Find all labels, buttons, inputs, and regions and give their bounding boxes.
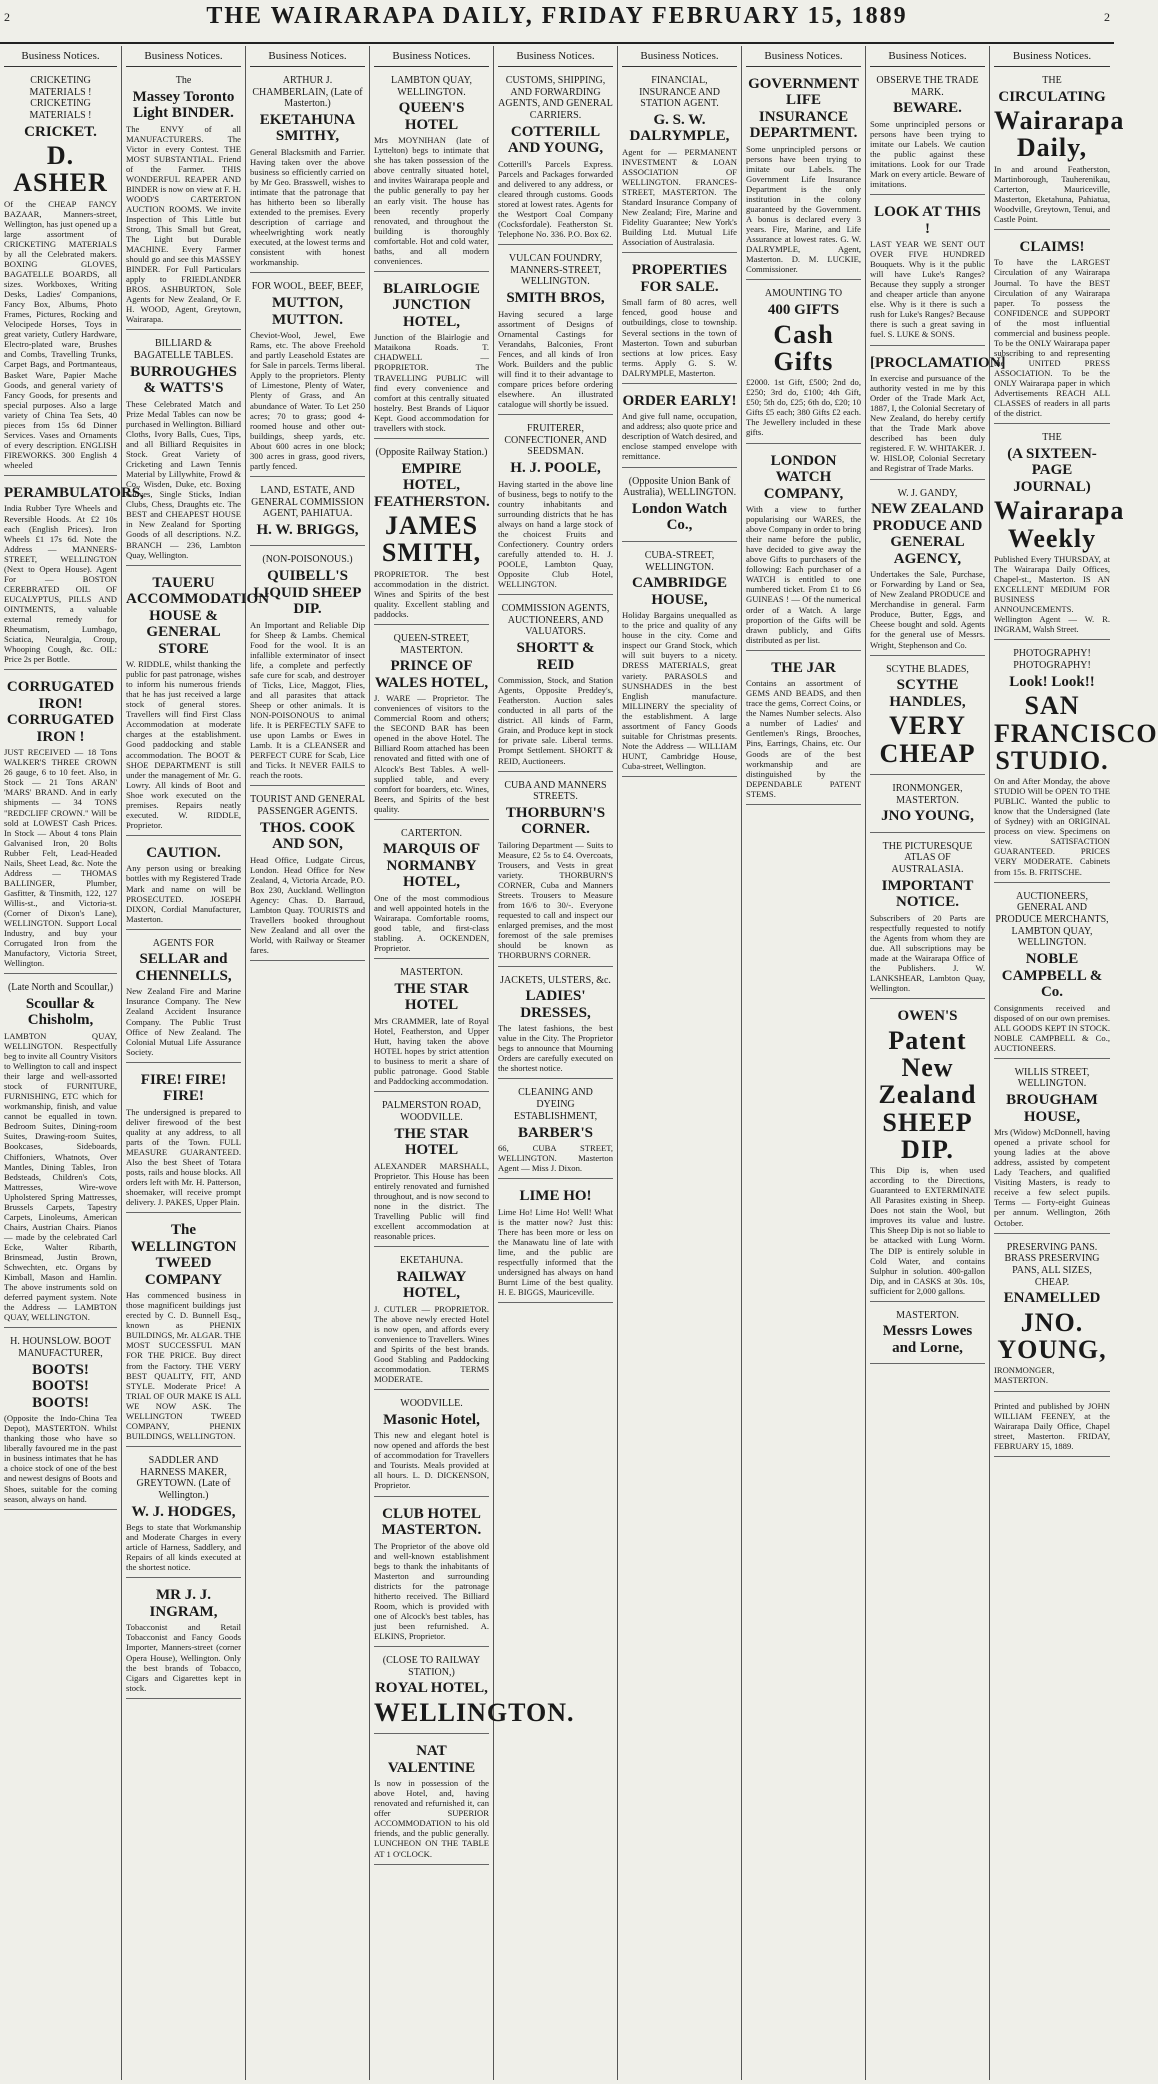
ad-subheading: CARTERTON. [400,827,463,839]
ad-subheading: ARTHUR J. CHAMBERLAIN, (Late of Masterton.) [252,74,363,110]
ad-body-text: J. CUTLER — PROPRIETOR. The above newly erected Hotel is now open, and affords every convenience to Travellers. Wines and Spirits of the best brands. Good Stabling and Paddocking accommodation. TERMS MODERATE. [374,1303,489,1385]
advertisement [374,823,489,959]
ad-body-text: Is now in possession of the above Hotel, and, having renovated and refurnished it, can offer SUPERIOR ACCOMMODATION to his old friends, and the public generally. LUNCHEON ON THE TABLE AT 1 O'CLOCK. [374,1778,489,1859]
masthead [0,0,1114,46]
ad-body-text: And give full name, occupation, and address; also quote price and description of Watch desired, and enclose stamped envelope with remittance. [622,411,737,462]
ad-body-text: Cheviot-Wool, Jewel, Ewe Rams, etc. The above Freehold and partly Leasehold Estates are for Sale in parcels. Terms liberal. Apply to the proprietors. Plenty of Limestone, Plenty of Water, Plenty of Grass, and An abundance of Water. To Let 250 acres; 70 to grass; good 4-roomed house and other out-buildings, sheep yards, etc. About 600 acres in one block; 300 acres in grass, good rivers, partly fenced. [250,330,365,471]
advertisement [498,418,613,595]
ad-body-text: Lime Ho! Lime Ho! Well! What is the matter now? Just this: There has been more or less on the Manawatu line of late with lime, and the public are respectfully informed that the undersigned has always on hand Burnt Lime of the best quality. H. E. BIGGS, Mauriceville. [498,1206,613,1298]
advertisement [374,275,489,439]
advertisement [994,1395,1110,1457]
column-3 [246,46,370,2080]
ad-body-text: The latest fashions, the best value in the City. The Proprietor begs to announce that Mourning Orders are carefully executed on the shortest notice. [498,1023,613,1074]
advertisement [126,1216,241,1447]
column-8 [866,46,1006,2080]
ad-body-text: Published Every THURSDAY, at The Wairarapa Daily Offices, Chapel-st., Masterton. IS AN EXCELLENT MEDIUM FOR BUSINESS ANNOUNCEMENTS. Wellington Agent — W. R. INGRAM, Walsh Street. [994,553,1110,635]
ad-body-text: To have the LARGEST Circulation of any Wairarapa Journal. To have the BEST Circulation of any Wairarapa paper. To possess the CONFIDENCE and SUPPORT of the most influential commercial and business people. To be the ONLY Wairarapa paper subscribing to and representing the UNITED PRESS ASSOCIATION. To be the ONLY Wairarapa paper in which Advertisements REACH ALL CLASSES of readers in all parts of the district. [994,257,1110,419]
ad-headline: LIME HO! [519,1188,592,1205]
ad-headline: IMPORTANT NOTICE. [881,877,974,911]
ad-body-text: New Zealand Fire and Marine Insurance Company. The New Zealand Accident Insurance Company. The Public Trust Office of New Zealand. The Colonial Mutual Life Assurance Society. [126,986,241,1057]
ad-subheading: THE PICTURESQUE ATLAS OF AUSTRALASIA. [882,840,973,876]
advertisement [250,70,365,274]
ad-body-text: Has commenced business in those magnificent buildings just erected by C. D. Bunnell Esq., known as PHENIX BUILDINGS, Mr. ALGAR. THE MOST SUCCESSFUL MAN FOR THE PRICE. Buy direct from the Factory. THE VERY BEST QUALITY, FIT, AND STYLE. Moderate Price! A TRIAL OF OUR MAKE IS ALL WE NOW ASK. The WELLINGTON TWEED COMPANY, PHENIX BUILDINGS, WELLINGTON. [126,1290,241,1441]
ad-headline: NAT VALENTINE [387,1743,476,1776]
advertisement [374,70,489,272]
ad-subheading: EKETAHUNA. [399,1255,464,1266]
advertisement [374,962,489,1092]
advertisement [498,1182,613,1303]
column-6 [618,46,742,2080]
ad-subheading: The [175,74,192,86]
column-heading: Business Notices. [498,46,613,67]
ad-headline: BARBER'S [517,1124,594,1141]
ad-headline: NOBLE CAMPBELL & Co. [1001,951,1103,1000]
advertisement [498,775,613,967]
ad-body-text: W. RIDDLE, whilst thanking the public for past patronage, wishes to inform his numerous friends that he has just received a large stock of general stores. Travellers will find First Class Accommodation at moderate charges at the establishment. Good paddocking and stable accommodation. The BOOT & SHOE DEPARTMENT is still under the management of Mr. G. Lowry. All kinds of Boot and Shoe work executed on the premises. Repairs neatly executed. W. RIDDLE, Proprietor. [126,659,241,830]
ad-headline: TAUERU ACCOMMODATION HOUSE & GENERAL STORE [126,574,270,657]
ad-body-text: 66, CUBA STREET, WELLINGTON. Masterton Agent — Miss J. Dixon. [498,1143,613,1174]
advertisement [870,659,985,775]
ad-headline: MARQUIS OF NORMANBY HOTEL, [382,841,481,891]
ad-body-text: An Important and Reliable Dip for Sheep & Lambs. Chemical Food for the wool. It is an infallible exterminator of insect life, a complete and perfectly safe cure for scab, and destroyer of Ticks, Lice, Maggot, Flies, and all parasites that attack Sheep or other animals. It is NON-POISONOUS to animal life. It is PERFECTLY SAFE to use upon Lambs or Ewes in Lamb. It is a CLEANSER and PERFECT CURE for Scab, Lice and Ticks. It NEVER FAILS to reach the roots. [250,619,365,781]
ad-subheading: THE [1042,432,1062,444]
advertisement [870,483,985,656]
ad-body-text: The ENVY of all MANUFACTURERS. The Victor in every Contest. THE MOST SUBSTANTIAL. Friend of the Farmer. THIS WONDERFUL REAPER AND BINDER is now on view at F. H. WOOD'S CARTERTON AUCTION ROOMS. We invite Inspection of This Little but Strong, This Small but Great, The Light but Durable MACHINE. Every Farmer should go and see this MASSEY BINDER. For Full Particulars apply to FRIEDLANDER BROS. ASHBURTON, Sole Agents for New Zealand, Or F. H. WOOD, Agent, Greytown, Wairarapa. [126,123,241,325]
ad-headline: [PROCLAMATION] [870,354,1006,371]
ad-subheading: JACKETS, ULSTERS, &c. [500,974,611,986]
column-7 [742,46,866,2080]
ad-headline: THE JAR [771,659,836,676]
ad-headline: BROUGHAM HOUSE, [1006,1092,1098,1125]
ad-body-text: Commission, Stock, and Station Agents, Opposite Preddey's, Featherston. Auction sales conducted in all parts of the district. All kinds of Farm, Grain, and Produce kept in stock for private sale. Liberal terms. Prompt Settlement. SHORTT & REID, Auctioneers. [498,675,613,766]
advertisement [870,1002,985,1302]
ad-headline: JNO YOUNG, [881,808,974,825]
advertisement [126,839,241,930]
ad-body-text: Agent for — PERMANENT INVESTMENT & LOAN ASSOCIATION OF WELLINGTON. FRANCES-STREET, MASTERTON. The Standard Insurance Company of New Zealand; Fire, Marine and Fidelity Guarantee; New York's Building Ltd. Mutual Life Association of Australasia. [622,146,737,248]
ad-headline: PRINCE OF WALES HOTEL, [374,658,489,691]
ad-display-title: SAN FRANCISCO STUDIO. [994,691,1158,775]
advertisement [622,545,737,777]
ad-subheading: (CLOSE TO RAILWAY STATION,) [382,1655,481,1678]
ad-subheading: CLEANING AND DYEING ESTABLISHMENT, [513,1087,598,1122]
advertisement [374,1650,575,1734]
advertisement [622,471,737,542]
ad-subheading: FINANCIAL, INSURANCE AND STATION AGENT. [639,74,720,110]
column-heading: Business Notices. [4,46,117,67]
ad-body-text: Begs to state that Workmanship and Moderate Charges in every article of Harness, Saddlery, and Repairs of all kinds executed at the shortest notice. [126,1522,241,1573]
ad-subheading: (Late North and Scoullar,) [7,982,114,994]
ad-headline: QUEEN'S HOTEL [398,100,465,133]
advertisement [870,70,985,195]
advertisement [374,1393,489,1496]
ad-headline: THE STAR HOTEL [394,1125,469,1159]
ad-body-text: ALEXANDER MARSHALL, Proprietor. This House has been entirely renovated and furnished throughout, and is now second to none in the district. The Travelling Public will find excellent accommodation at reasonable prices. [374,1160,489,1241]
ad-headline: LADIES' DRESSES, [520,988,591,1021]
ad-headline: Look! Look!! [1009,673,1095,690]
ad-headline: CORRUGATED IRON! CORRUGATED IRON ! [6,679,115,745]
ad-subheading: PRESERVING PANS. BRASS PRESERVING PANS, ALL SIZES, CHEAP. [1004,1241,1100,1288]
ad-headline: THE STAR HOTEL [394,980,469,1014]
column-heading: Business Notices. [994,46,1110,67]
advertisement [746,447,861,651]
ad-subheading: MASTERTON. [896,1309,959,1321]
advertisement [126,933,241,1063]
ad-body-text: Some unprincipled persons or persons have been trying to imitate our Labels. The Government Life Insurance Department is the only institution in the colony guaranteed by the Government. A bonus is declared every 3 years. Fire, Marine, and Life Assurance at lowest rates. G. W. DALRYMPLE, Agent, Masterton. D. M. LUCKIE, Commissioner. [746,143,861,275]
ad-subheading: MASTERTON. [400,967,463,979]
advertisement [994,233,1110,424]
ad-headline: PERAMBULATORS, [4,484,144,501]
ad-subheading: THE [1042,74,1062,86]
advertisement [4,977,117,1328]
advertisement [746,654,861,805]
advertisement [4,673,117,974]
ad-body-text: £2000. 1st Gift, £500; 2nd do, £250; 3rd do, £100; 4th Gift, £50; 5th do, £25; 6th do, £20; 10 Gifts £5 each; 380 Gifts £2 each. The Jewellery included in these gifts. [746,377,861,438]
ad-body-text: Tailoring Department — Suits to Measure, £2 5s to £4. Overcoats, Trousers, and Vests in great variety. THORBURN'S CORNER, Cuba and Manners Streets. Trousers to Measure from 16/6 to 30/-. Everyone requested to call and inspect our enlarged premises, and the most foremost of the sale premises should be known as THORBURN'S CORNER. [498,839,613,961]
ad-subheading: (NON-POISONOUS.) [262,554,353,566]
ad-subheading: PHOTOGRAPHY! PHOTOGRAPHY! [1013,648,1091,672]
ad-body-text: Small farm of 80 acres, well fenced, good house and outbuildings, close to township. Several sections in the town of Masterton. Town and suburban sections at low prices. Easy terms. Apply G. S. W. DALRYMPLE, Masterton. [622,297,737,378]
ad-body-text: Head Office, Ludgate Circus, London. Head Office for New Zealand, 4, Victoria Arcade, P.O. Box 230, Auckland. Wellington Agency: Chas. D. Barraud, Lambton Quay. TOURISTS and Travellers booked throughout New Zealand and all over the World, with Railway or Steamer fares. [250,854,365,956]
ad-subheading: TOURIST AND GENERAL PASSENGER AGENTS. [250,794,365,818]
advertisement [126,1450,241,1578]
advertisement [994,70,1125,230]
column-heading: Business Notices. [126,46,241,67]
ad-body-text: LAMBTON QUAY, WELLINGTON. Respectfully beg to invite all Country Visitors to Wellington to call and inspect their large and well-assorted stock of FURNITURE, FURNISHING, ETC which for workmanship, finish, and value cannot be equalled in town. Bedroom Suites, Dining-room Suites, Drawing-room Suites, Bookcases, Sideboards, Chiffoniers, Whatnots, Over Mantles, Dining Tables, Iron Bedsteads, Children's Cots, Mattresses, Wire-wove Upholstered Spring Mattresses, Brussels Carpets, Tapestry Carpets, Linoleums, American Chairs, Austrian Chairs. Pianos — made by the celebrated Carl Ecke, Walter Ribarth, Brinsmead, Justin Brown, Schwechten, etc. Organs by Kimball, Mason and Hamlin. The above instruments sold on deferred payment system. Note the Address — LAMBTON QUAY, WELLINGTON. [4,1030,117,1323]
page-number-right: 2 [1104,10,1110,24]
advertisement [4,479,144,670]
ad-headline: H. J. POOLE, [510,460,601,477]
advertisement [374,442,489,625]
column-9 [990,46,1158,2080]
ad-headline: SMITH BROS, [506,290,605,307]
ad-body-text: Cotterill's Parcels Express. Parcels and Packages forwarded and delivered to any address, or cleared through customs. Goods stored at lowest rates. Agents for the Westport Coal Company (Cocksfordale). Featherston St. Telephone No. 336. P.O. Box 62. [498,158,613,239]
ad-display-title: JAMES SMITH, [381,511,482,568]
advertisement [746,70,861,281]
column-5 [494,46,618,2080]
column-heading: Business Notices. [374,46,489,67]
ad-headline: LOOK AT THIS ! [874,204,981,237]
ad-subheading: AUCTIONEERS, GENERAL AND PRODUCE MERCHANTS, LAMBTON QUAY, WELLINGTON. [995,890,1109,949]
ad-subheading: W. J. GANDY, [897,487,958,499]
advertisement [994,427,1125,640]
advertisement [870,198,985,345]
ad-body-text: Some unprincipled persons or persons have been trying to imitate our Labels. We caution the public against these imitations. Look for our Trade Mark on every article. Beware of imitations. [870,118,985,190]
ad-headline: Messrs Lowes and Lorne, [882,1323,973,1356]
advertisement [250,480,365,547]
ad-subheading: WOODVILLE. [400,1398,463,1410]
ad-body-text: Printed and published by JOHN WILLIAM FEENEY, at the Wairarapa Daily Office, Chapel street, Masterton. FRIDAY, FEBRUARY 15, 1889. [994,1400,1110,1451]
advertisement [498,598,613,771]
advertisement [994,643,1158,882]
ad-body-text: On and After Monday, the above STUDIO Will be OPEN TO THE PUBLIC. Wanted the public to know that the Undersigned (late of Sydney) with an ORIGINAL process on view. Specimens on view. SATISFACTION GUARANTEED. PRICES VERY MODERATE. Cabinets from 15s. B. FRITSCHE. [994,776,1110,877]
ad-headline: W. J. HODGES, [131,1503,236,1520]
ad-body-text: Any person using or breaking bottles with my Registered Trade Mark and name on will be PROSECUTED. JOSEPH DIXON, Cordial Manufacturer, Masterton. [126,863,241,924]
advertisement [498,248,613,415]
ad-headline: OWEN'S [897,1008,958,1025]
ad-subheading: BILLIARD & BAGATELLE TABLES. [133,338,234,362]
advertisement [250,789,365,961]
ad-headline: 400 GIFTS [767,302,840,319]
ad-headline: CAMBRIDGE HOUSE, [631,575,727,608]
ad-body-text: General Blacksmith and Farrier. Having taken over the above business so efficiently carried on by Mr Geo. Brasswell, wishes to intimate that the patronage that has hitherto been so liberally extended to the premises. Every description of carriage and wheelwrighting work neatly executed, at the lowest terms and consistent with honest workmanship. [250,146,365,268]
ad-body-text: These Celebrated Match and Prize Medal Tables can now be purchased in Wellington. Billiard Cloths, Ivory Balls, Cues, Tips, and all Billiard Requisites in Stock. Great Variety of Cricketing and Lawn Tennis Material by Lillywhite, Frowd & Co., Wisden, Duke, etc. Boxing Gloves, Single Sticks, Indian Clubs, Chess, Draughts etc. The BEST and CHEAPEST HOUSE in New Zealand for Sporting Goods of all descriptions. N.Z. BRANCH — 236, Lambton Quay, Wellington. [126,398,241,560]
ad-subheading: SCYTHE BLADES, [886,663,969,675]
ad-display-title: Cash Gifts [773,319,834,376]
ad-subheading: FOR WOOL, BEEF, BEEF, [251,281,364,293]
advertisement [870,349,1006,480]
ad-headline: COTTERILL AND YOUNG, [507,123,604,157]
advertisement [250,549,365,786]
ad-headline: THORBURN'S CORNER. [505,804,606,838]
ad-headline: BEWARE. [893,100,962,117]
advertisement [994,1237,1110,1392]
ad-body-text: Having secured a large assortment of Designs of Ornamental Castings for Verandahs, Balconies, Front Fences, and all kinds of Iron Work. Builders and the public will find it to their advantage to compare prices before ordering elsewhere. An illustrated catalogue will shortly be issued. [498,308,613,409]
ad-headline: EMPIRE HOTEL, FEATHERSTON. [374,460,490,510]
ad-body-text: With a view to further popularising our WARES, the above Company in order to bring their name before the public, have decided to give away the above Gifts to purchasers of the following: Each purchaser of a WATCH is entitled to one numbered ticket. From £1 to £6 GUINEAS ! — Of the numerical order of a Watch. A large proportion of the Gifts will be drawn publicly, and Gifts distributed as per list. [746,504,861,645]
advertisement [126,1581,241,1698]
ad-subheading: SADDLER AND HARNESS MAKER, GREYTOWN. (Late of Wellington.) [136,1454,231,1501]
ad-headline: RAILWAY HOTEL, [396,1268,467,1302]
ad-headline: QUIBELL'S LIQUID SHEEP DIP. [253,568,362,618]
ad-headline: FIRE! FIRE! FIRE! [140,1071,227,1105]
ad-headline: ENAMELLED [1003,1290,1101,1307]
advertisement [126,569,270,836]
advertisement [498,70,613,245]
ad-headline: MUTTON, MUTTON. [272,295,343,328]
column-heading: Business Notices. [746,46,861,67]
advertisement [250,276,365,476]
advertisement [4,1331,117,1509]
ad-display-title: Wairarapa Daily, [994,106,1125,163]
advertisement [498,970,613,1080]
ad-headline: SCYTHE HANDLES, [889,677,966,710]
ad-body-text: Junction of the Blairlogie and Mataikona Roads. T. CHADWELL — PROPRIETOR. The TRAVELLING PUBLIC will find every convenience and comfort at this centrally situated hostelry. Best Brands of Liquor Kept. Good accommodation for travellers with stock. [374,332,489,433]
ad-body-text: PROPRIETOR. The best accommodation in the district. Wines and Spirits of the best quality. Excellent stabling and paddocks. [374,568,489,619]
ad-subheading: CUBA AND MANNERS STREETS. [504,779,607,803]
advertisement [126,333,241,565]
ad-subheading: CRICKETING MATERIALS ! CRICKETING MATERIALS ! [29,74,92,121]
ad-body-text: Contains an assortment of GEMS AND BEADS, and then trace the gems, Correct Coins, or the Names Number selects. Also a number of Ladies' and Gentlemen's Rings, Brooches, Pins, Earrings, Chains, etc. Our Goods are of the best workmanship and are distinguished by the DEPENDABLE PATENT STEMS. [746,678,861,799]
ad-headline: CLUB HOTEL MASTERTON. [381,1505,482,1539]
advertisement [622,70,737,254]
ad-body-text: (Opposite the Indo-China Tea Depot), MASTERTON. Whilst thanking those who have so liberally favoured me in the past in business intimates that he has a choice stock of one of the best and newest designs of Boots and Shoes, suitable for the coming season, always on hand. [4,1413,117,1504]
ad-body-text: Having started in the above line of business, begs to notify to the country inhabitants and surrounding districts that he has always on hand a large stock of the choicest Fruits and Confectionery. Country orders carefully attended to. H. J. POOLE, Lambton Quay, Opposite Club Hotel, WELLINGTON. [498,478,613,590]
ad-body-text: One of the most commodious and well appointed hotels in the Wairarapa. Comfortable rooms, good table, and first-class stabling. A. OCKENDEN, Proprietor. [374,892,489,954]
advertisement [374,1737,489,1864]
ad-headline: ORDER EARLY! [622,392,737,409]
advertisement [870,778,985,833]
column-2 [122,46,270,2080]
ad-headline: CIRCULATING [998,88,1106,105]
ad-headline: ROYAL HOTEL, [375,1680,488,1697]
ad-headline: PROPERTIES FOR SALE. [631,262,728,295]
ad-headline: LONDON WATCH COMPANY, [763,452,844,502]
ad-headline: Scoullar & Chisholm, [25,995,96,1029]
advertisement [870,1305,985,1365]
ad-display-title: JNO. YOUNG, [997,1307,1107,1365]
ad-subheading: CUSTOMS, SHIPPING, AND FORWARDING AGENTS, AND GENERAL CARRIERS. [498,74,613,121]
ad-headline: BOOTS! BOOTS! BOOTS! [32,1361,89,1411]
newspaper-title: THE WAIRARAPA DAILY, FRIDAY FEBRUARY 15, 1889 [206,3,908,29]
ad-body-text: This Dip is, when used according to the Directions, Guaranteed to EXTERMINATE All Parasites existing in Sheep. Does not stain the Wool, but improves its value and lustre. This Sheep Dip is not so liable to be attacked with Lung Worm. The DIP is entirely soluble in Cold Water, and contains Sulphur in solution. 400-gallon Dip, and in CASKS at 30s. 10s, sufficient for 2,000 gallons. [870,1165,985,1296]
ad-subheading: LAND, ESTATE, AND GENERAL COMMISSION AGENT, PAHIATUA. [251,484,364,520]
ad-body-text: In and around Featherston, Martinborough, Tauherenikau, Carterton, Mauriceville, Masterton, Eketahuna, Pahiatua, Woodville, Greytown, Tenui, and Castle Point. [994,163,1110,224]
masthead-rule [0,42,1114,44]
ad-display-title: WELLINGTON. [374,1697,575,1727]
ad-subheading: WILLIS STREET, WELLINGTON. [1014,1066,1090,1090]
ad-headline: CRICKET. [24,123,97,140]
advertisement [498,1082,613,1179]
ad-body-text: Undertakes the Sale, Purchase, or Forwarding by Land or Sea, of New Zealand PRODUCE and Merchandise in general. Farm Produce, Butter, Eggs, and Cheese bought and sold. Agents for the general use of Messrs. Wright, Stephenson and Co. [870,569,985,650]
ad-headline: H. W. BRIGGS, [256,521,359,538]
ad-subheading: (Opposite Union Bank of Australia), WELLINGTON. [622,475,737,499]
ad-body-text: Consignments received and disposed of on our own premises. ALL GOODS KEPT IN STOCK. NOBLE CAMPBELL & Co., AUCTIONEERS. [994,1002,1110,1053]
ad-body-text: India Rubber Tyre Wheels and Reversible Hoods. At £2 10s each (English Prices). Iron Wheels £1 17s 6d. Note the Address — MANNERS-STREET, WELLINGTON (Next to Opera House). Agent For — BOSTON CEREBRATED OIL OF EUCALYPTUS, PILLS AND OINTMENTS, a valuable external remedy for Rheumatism, Lumbago, Sciatica, Neuralgia, Croup, Whooping Cough, &c. OIL: Price 2s per Bottle. [4,503,117,665]
ad-subheading: FRUITERER, CONFECTIONER, AND SEEDSMAN. [504,423,607,458]
ad-subheading: AGENTS FOR [152,937,215,949]
ad-headline: BLAIRLOGIE JUNCTION HOTEL, [383,280,480,330]
ad-body-text: JUST RECEIVED — 18 Tons WALKER'S THREE CROWN 26 gauge, 6 to 10 feet. Also, in Stock — 21 Tons ARAN' 'MARS' BRAND. And in early shipments — 34 TONS "REDCLIFF CROWN." Will be sold at LOWEST Cash Prices. In Stock — About 4 tons Plain Galvanised Iron, 20 Bolts Rubber Felt, Lead-Headed Nails, Sheet Lead, &c. Note the Address — THOMAS BALLINGER, Plumber, Gasfitter, & Tinsmith, 122, 127 Willis-st., and Victoria-st. (Corner of Dixon's Lane), WELLINGTON. Support Local Industry, and buy your Corrugated Iron from the Manufactory, Victoria Street, Wellington. [4,747,117,969]
advertisement [374,1095,489,1247]
ad-body-text: Subscribers of 20 Parts are respectfully requested to notify the Agents from whom they are due. All subscriptions may be made at the Wairarapa Office of the Publishers. J. W. LANKSHEAR, Lambton Quay, Wellington. [870,912,985,994]
ad-headline: London Watch Co., [631,500,728,534]
ad-subheading: (Opposite Railway Station.) [375,446,488,458]
ad-body-text: Holiday Bargains unequalled as to the price and quality of any house in the city. Come and inspect our Grand Stock, which will suit buyers to a nicety. DRESS MATERIALS, great variety. PARASOLS and SUNSHADES in the best English manufacture. MILLINERY the speciality of the establishment. A large assortment of Fancy Goods suitable for Christmas presents. Note the Address — WILLIAM HUNT, Cambridge House, Cuba-street, Wellington. [622,610,737,771]
advertisement [622,387,737,468]
ad-subheading: COMMISSION AGENTS, AUCTIONEERS, AND VALUATORS. [501,603,610,638]
ad-display-title: VERY CHEAP [879,711,976,768]
advertisement [126,1066,241,1213]
column-1 [0,46,144,2080]
column-heading: Business Notices. [870,46,985,67]
ad-subheading: AMOUNTING TO [764,288,843,300]
ad-body-text: IRONMONGER, MASTERTON. [994,1365,1055,1386]
ad-body-text: Tobacconist and Retail Tobacconist and Fancy Goods Importer, Manners-street (corner Opera House), Wellington. Only the best brands of Tobacco, Cigars and Cigarettes kept in stock. [126,1622,241,1693]
ad-subheading: LAMBTON QUAY, WELLINGTON. [391,74,472,98]
ad-headline: GOVERNMENT LIFE INSURANCE DEPARTMENT. [748,75,859,142]
ad-headline: CLAIMS! [1019,238,1085,255]
ad-headline: SELLAR and CHENNELLS, [135,951,232,984]
ad-subheading: VULCAN FOUNDRY, MANNERS-STREET, WELLINGTON. [508,252,603,288]
ad-headline: THOS. COOK AND SON, [259,819,356,853]
advertisement [994,886,1110,1059]
advertisement [126,70,241,331]
advertisement [870,836,985,999]
ad-subheading: H. HOUNSLOW. BOOT MANUFACTURER, [10,1336,111,1359]
ad-body-text: Mrs MOYNIHAN (late of Lyttelton) begs to intimate that she has taken possession of the above centrally situated hotel, and invites Wairarapa people and the public generally to pay her an early visit. The house has been recently properly renovated, and throughout the building is thoroughly comfortable. Hot and cold water, baths, and all modern conveniences. [374,135,489,266]
advertisement [4,70,117,476]
ad-body-text: LAST YEAR WE SENT OUT OVER FIVE HUNDRED Bouquets. Why is it the public will have Luke's Ranges? Because they supply a stronger and cheaper article than anyone else. Why is it there is such a rush for Luke's Ranges? Because there is such a great saving in fuel. S. LUKE & SONS. [870,239,985,340]
ad-subheading: QUEEN-STREET, MASTERTON. [393,632,470,656]
advertisement [994,1062,1110,1234]
ad-headline: CAUTION. [146,844,221,861]
ad-headline: BURROUGHES & WATTS'S [130,363,237,397]
ad-headline: (A SIXTEEN-PAGE JOURNAL) [1007,445,1097,495]
ad-subheading: OBSERVE THE TRADE MARK. [876,74,979,98]
ad-headline: NEW ZEALAND PRODUCE AND GENERAL AGENCY, [871,501,984,567]
ad-headline: EKETAHUNA SMITHY, [259,111,356,145]
column-heading: Business Notices. [250,46,365,67]
ad-headline: Masonic Hotel, [383,1411,480,1428]
ad-headline: SHORTT & REID [516,640,595,673]
ad-body-text: This new and elegant hotel is now opened and affords the best of accommodation for Travellers and Tourists. Meals provided at all hours. L. D. DICKENSON, Proprietor. [374,1430,489,1491]
page-number-left: 2 [4,10,10,24]
ad-headline: MR J. J. INGRAM, [149,1587,218,1620]
ad-headline: The WELLINGTON TWEED COMPANY [130,1222,237,1288]
ad-body-text: The undersigned is prepared to deliver firewood of the best quality at any address, to all parts of the Town. FULL MEASURE GUARANTEED. Also the best Sheet of Totara posts, rails and house blocks. All orders left with Mr. H. Patterson, shoemaker, will receive prompt delivery. J. PAKES, Upper Plain. [126,1106,241,1208]
advertisement [374,628,489,820]
ad-body-text: The Proprietor of the above old and well-known establishment begs to thank the inhabitants of Masterton and surrounding districts for the patronage hitherto received. The Billiard Room, which is provided with one of Alcock's best tables, has just been refurnished. A. ELKINS, Proprietor. [374,1540,489,1641]
column-heading: Business Notices. [622,46,737,67]
ad-headline: G. S. W. DALRYMPLE, [629,111,730,145]
ad-headline: Massey Toronto Light BINDER. [132,88,235,122]
ad-subheading: PALMERSTON ROAD, WOODVILLE. [382,1100,481,1123]
advertisement [746,283,861,443]
newspaper-page [0,46,1158,2080]
ad-body-text: In exercise and pursuance of the authority vested in me by this Order of the Trade Mark Act, 1887, I, the Colonial Secretary of New Zealand, do hereby certify that the Trade Mark above described has been duly registered. F. W. WHITAKER. J. W. HISLOP, Colonial Secretary and Registrar of Trade Marks. [870,373,985,474]
ad-body-text: Mrs CRAMMER, late of Royal Hotel, Featherston, and Upper Hutt, having taken the above HOTEL hopes by strict attention to business to merit a share of public patronage. Good Stable and Paddocking accommodation. [374,1015,489,1087]
ad-body-text: Of the CHEAP FANCY BAZAAR, Manners-street, Wellington, has just opened up a large assortment of CRICKETING MATERIALS by all the Celebrated makers. BOXING GLOVES, BAGATELLE BOARDS, all sizes. Workboxes, Writing Desks, Ladies' Companions, Fancy Box, Albums, Photo Frames, Pictures, Rocking and Velocipede Horses, Toys in great variety, Cutlery Hardware, Electro-plated ware, Brushes and Combs, Travelling Trunks, Carpet Bags, and Portmanteaus, Basket Ware, Papier Mache Goods, and general variety of Fancy Goods, for presents and special purposes. Also a large variety of China Tea Sets, 40 pieces from 15s 6d Dinner Services. Vases and Ornaments of every description. ENGLISH FIREWORKS. 300 English 4 wheeled [4,198,117,470]
advertisement [374,1500,489,1647]
ad-display-title: D. ASHER [13,141,108,198]
ad-display-title: Wairarapa Weekly [994,496,1125,553]
advertisement [374,1250,489,1390]
ad-subheading: IRONMONGER, MASTERTON. [892,782,963,806]
ad-display-title: Patent New Zealand SHEEP DIP. [878,1025,977,1164]
ad-body-text: Mrs (Widow) McDonnell, having opened a private school for young ladies at the above address, assisted by competent Lady Teachers, and qualified Visiting Masters, is ready to receive a few select pupils. Terms — Forty-eight Guineas per annum. Wellington, 26th October. [994,1127,1110,1228]
ad-body-text: J. WARE — Proprietor. The conveniences of visitors to the Commercial Room and others; the SECOND BAR has been opened in the above Hotel. The Billiard Room attached has been renovated and fitted with one of Alcock's Best Tables. A well-supplied table, and every comfort for boarders, etc. Wines, Beers, and Spirits of the best quality. [374,693,489,814]
advertisement [622,256,737,383]
ad-subheading: CUBA-STREET, WELLINGTON. [644,549,715,573]
